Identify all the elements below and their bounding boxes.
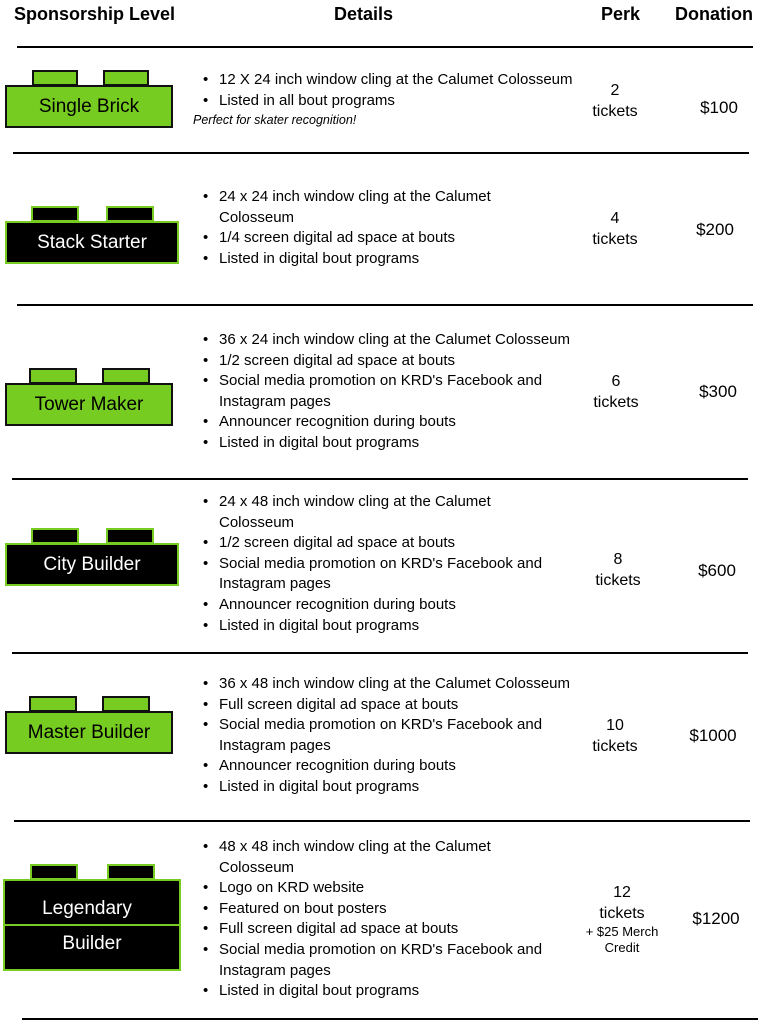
tier-name-line: Legendary: [42, 898, 132, 919]
row-divider: [17, 304, 753, 306]
perk-extra: + $25 Merch: [585, 924, 659, 939]
tier-perk: [573, 549, 663, 591]
tier-note: Perfect for skater recognition!: [193, 113, 357, 127]
tier-perk: [570, 208, 660, 250]
perk-count: 10: [606, 717, 624, 734]
detail-item: • Featured on bout posters: [197, 899, 582, 920]
brick-stud: [106, 206, 154, 222]
detail-item: • Full screen digital ad space at bouts: [197, 695, 612, 716]
detail-item: • Listed in digital bout programs: [197, 981, 582, 1002]
tier-name: Single Brick: [5, 85, 173, 128]
brick-stud: [31, 528, 79, 544]
tier-name-line: Builder: [62, 933, 122, 954]
row-divider: [12, 478, 748, 480]
tier-donation: $1000: [689, 726, 737, 745]
detail-item: • Social media promotion on KRD's Facebook and Instagram pages: [197, 940, 582, 981]
tier-details-list: [197, 492, 577, 636]
header-perk: Perk: [601, 4, 641, 24]
detail-item: • Logo on KRD website: [197, 878, 582, 899]
detail-item: • 1/4 screen digital ad space at bouts: [197, 228, 527, 249]
tier-name: City Builder: [5, 543, 179, 586]
header-details: Details: [334, 4, 394, 24]
perk-count: 4: [610, 210, 620, 227]
detail-item: • Social media promotion on KRD's Facebook and Instagram pages: [197, 371, 577, 412]
perk-count: 6: [611, 373, 621, 390]
detail-item: • 1/2 screen digital ad space at bouts: [197, 533, 577, 554]
detail-item: • 24 x 24 inch window cling at the Calumet Colosseum: [197, 187, 527, 228]
perk-unit: tickets: [593, 394, 639, 411]
brick-stud: [107, 864, 155, 880]
tier-details-list: [197, 330, 607, 454]
perk-unit: tickets: [592, 103, 638, 120]
detail-item: • Social media promotion on KRD's Facebook and Instagram pages: [197, 715, 582, 756]
perk-count: 12: [613, 884, 631, 901]
perk-unit: tickets: [592, 231, 638, 248]
tier-name: Master Builder: [5, 711, 173, 754]
perk-unit: tickets: [595, 572, 641, 589]
tier-donation: $200: [696, 220, 734, 239]
tier-details-list: [197, 187, 527, 269]
tier-donation: $600: [698, 561, 736, 580]
single-brick-logo: [5, 70, 173, 128]
detail-item: • Announcer recognition during bouts: [197, 412, 607, 433]
detail-item: • Listed in all bout programs: [197, 91, 607, 112]
row-divider: [13, 152, 749, 154]
brick-stud: [32, 70, 78, 86]
row-divider: [22, 1018, 758, 1020]
tier-donation: $1200: [692, 909, 740, 928]
row-divider: [12, 652, 748, 654]
tier-perk: [571, 371, 661, 413]
city-builder-logo: [5, 528, 179, 586]
tier-donation: $300: [699, 382, 737, 401]
tier-donation: $100: [700, 98, 738, 117]
detail-item: • Announcer recognition during bouts: [197, 756, 612, 777]
tier-details-list: [197, 70, 607, 111]
detail-item: • 36 x 24 inch window cling at the Calumet Colosseum: [197, 330, 607, 351]
master-builder-logo: [5, 696, 173, 754]
brick-stud: [29, 368, 77, 384]
row-divider: [17, 46, 753, 48]
brick-stud: [30, 864, 78, 880]
perk-extra: Credit: [604, 940, 640, 955]
brick-stud: [31, 206, 79, 222]
brick-stud: [106, 528, 154, 544]
brick-stud: [29, 696, 77, 712]
detail-item: • 12 X 24 inch window cling at the Calumet Colosseum: [197, 70, 607, 91]
detail-item: • Listed in digital bout programs: [197, 249, 527, 270]
brick-stud: [102, 368, 150, 384]
detail-item: • 1/2 screen digital ad space at bouts: [197, 351, 607, 372]
perk-unit: tickets: [599, 905, 645, 922]
detail-item: • Listed in digital bout programs: [197, 616, 577, 637]
stack-starter-logo: [5, 206, 179, 264]
legendary-builder-logo: [3, 864, 181, 971]
header-donation: Donation: [675, 4, 753, 24]
perk-unit: tickets: [592, 738, 638, 755]
detail-item: • Listed in digital bout programs: [197, 777, 612, 798]
tier-perk: [570, 80, 660, 122]
detail-item: • Social media promotion on KRD's Facebook and Instagram pages: [197, 554, 577, 595]
tier-name: Tower Maker: [5, 383, 173, 426]
brick-divider: [5, 924, 179, 926]
tier-details-list: [197, 837, 582, 1002]
tier-perk: [577, 882, 667, 956]
detail-item: • 48 x 48 inch window cling at the Calumet Colosseum: [197, 837, 537, 878]
tier-name: Stack Starter: [5, 221, 179, 264]
detail-item: • 36 x 48 inch window cling at the Calumet Colosseum: [197, 674, 612, 695]
perk-count: 8: [613, 551, 623, 568]
brick-stud: [103, 70, 149, 86]
tier-name: [3, 879, 181, 971]
detail-item: • Full screen digital ad space at bouts: [197, 919, 582, 940]
tower-maker-logo: [5, 368, 173, 426]
detail-item: • Listed in digital bout programs: [197, 433, 607, 454]
detail-item: • 24 x 48 inch window cling at the Calumet Colosseum: [197, 492, 527, 533]
tier-details-list: [197, 674, 612, 798]
tier-perk: [570, 715, 660, 757]
brick-stud: [102, 696, 150, 712]
perk-count: 2: [610, 82, 620, 99]
header-sponsorship-level: Sponsorship Level: [14, 4, 176, 24]
detail-item: • Announcer recognition during bouts: [197, 595, 577, 616]
row-divider: [14, 820, 750, 822]
